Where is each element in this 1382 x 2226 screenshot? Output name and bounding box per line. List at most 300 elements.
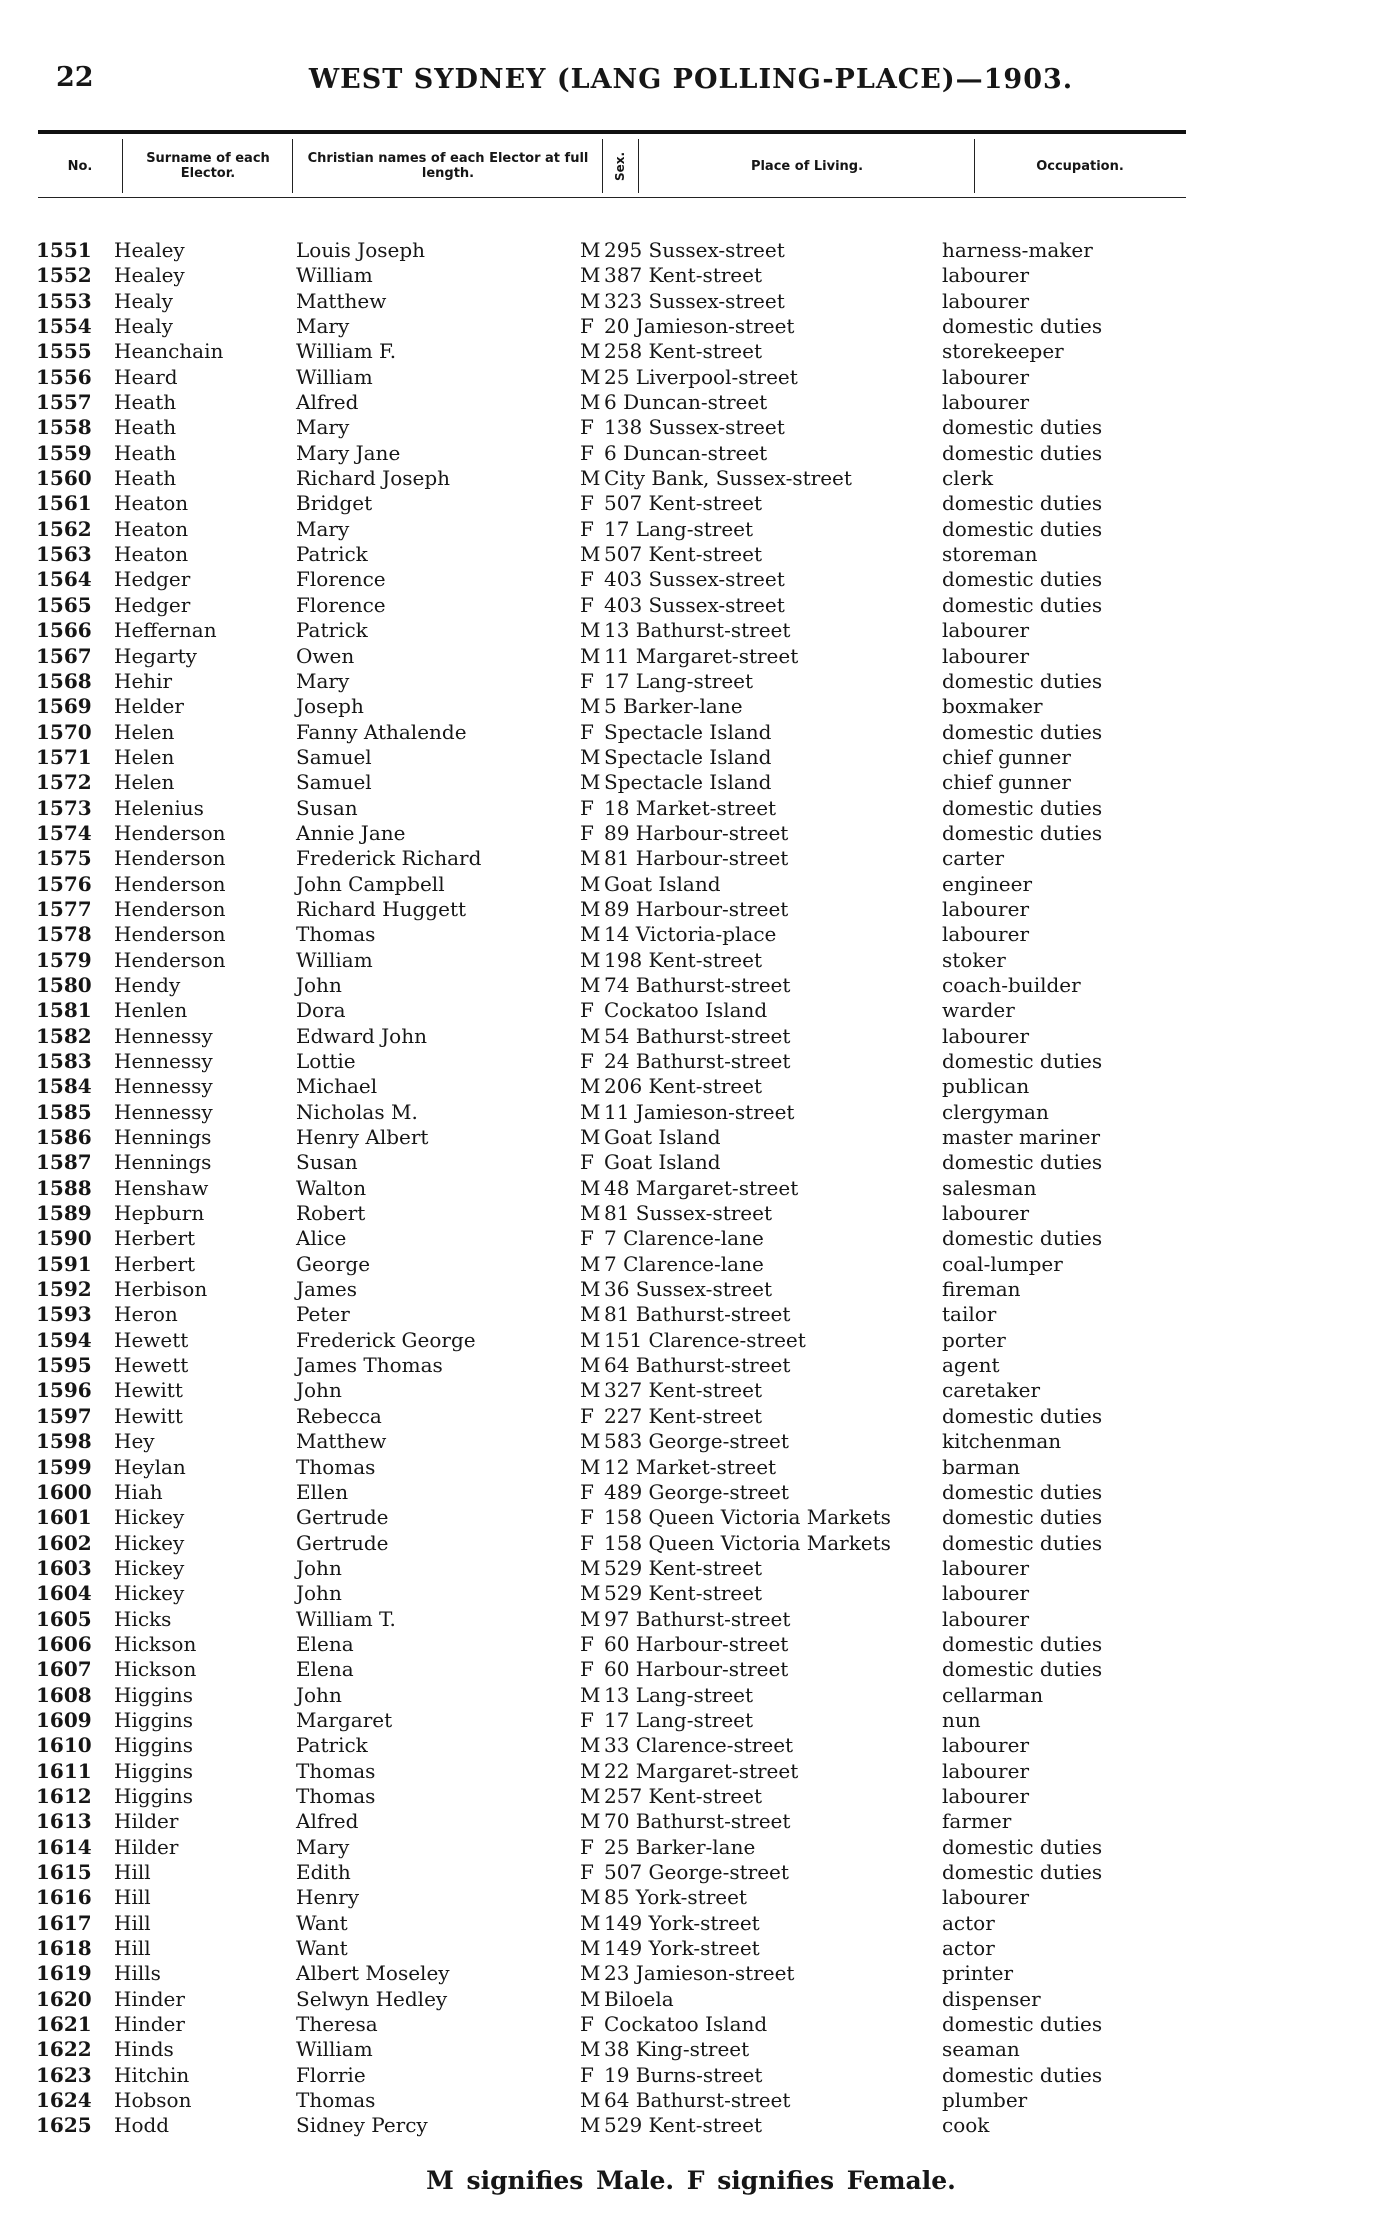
- surname: Healey: [114, 263, 185, 288]
- row-number: 1556: [36, 364, 92, 389]
- sex: M: [580, 263, 601, 288]
- place-of-living: 489 George-street: [604, 1479, 789, 1504]
- place-of-living: 403 Sussex-street: [604, 567, 785, 592]
- row-number: 1569: [36, 694, 92, 719]
- christian-names: Frederick Richard: [296, 846, 482, 871]
- surname: Hegarty: [114, 643, 197, 668]
- table-row: [0, 669, 1382, 694]
- row-number: 1590: [36, 1226, 92, 1251]
- sex: M: [580, 1682, 601, 1707]
- row-number: 1576: [36, 871, 92, 896]
- surname: Hewett: [114, 1353, 189, 1378]
- table-row: [0, 517, 1382, 542]
- surname: Helen: [114, 719, 175, 744]
- christian-names: George: [296, 1251, 371, 1276]
- row-number: 1615: [36, 1860, 92, 1884]
- occupation: plumber: [942, 2088, 1028, 2113]
- place-of-living: 81 Harbour-street: [604, 846, 789, 871]
- occupation: domestic duties: [942, 314, 1103, 339]
- place-of-living: 81 Sussex-street: [604, 1201, 773, 1226]
- table-row: [0, 1733, 1382, 1758]
- sex: M: [580, 1175, 601, 1200]
- row-number: 1610: [36, 1733, 92, 1758]
- occupation: master mariner: [942, 1125, 1101, 1150]
- occupation: domestic duties: [942, 440, 1103, 465]
- occupation: labourer: [942, 1783, 1030, 1808]
- table-row: [0, 2063, 1382, 2088]
- place-of-living: 14 Victoria-place: [604, 922, 777, 947]
- christian-names: Joseph: [296, 694, 364, 719]
- header-divider: [974, 139, 975, 193]
- sex: M: [580, 1353, 601, 1378]
- occupation: domestic duties: [942, 1049, 1103, 1073]
- sex: M: [580, 466, 601, 491]
- row-number: 1594: [36, 1327, 92, 1352]
- occupation: storeman: [942, 542, 1038, 567]
- christian-names: William: [296, 263, 373, 288]
- occupation: boxmaker: [942, 694, 1043, 719]
- row-number: 1605: [36, 1606, 92, 1631]
- christian-names: Mary: [296, 314, 350, 339]
- sex: M: [580, 1099, 601, 1124]
- christian-names: Thomas: [296, 1758, 376, 1783]
- place-of-living: 85 York-street: [604, 1885, 747, 1910]
- header-divider: [122, 139, 123, 193]
- place-of-living: 11 Margaret-street: [604, 643, 799, 668]
- sex: M: [580, 2088, 601, 2113]
- occupation: farmer: [942, 1809, 1012, 1834]
- occupation: labourer: [942, 618, 1030, 643]
- sex: F: [580, 516, 594, 541]
- occupation: stoker: [942, 947, 1006, 972]
- surname: Hill: [114, 1910, 151, 1935]
- table-row: [0, 770, 1382, 795]
- christian-names: Alfred: [296, 1809, 359, 1834]
- occupation: domestic duties: [942, 1226, 1103, 1251]
- row-number: 1584: [36, 1074, 92, 1099]
- christian-names: Annie Jane: [296, 820, 406, 845]
- surname: Helder: [114, 694, 184, 719]
- place-of-living: 19 Burns-street: [604, 2062, 763, 2087]
- christian-names: William: [296, 364, 373, 389]
- place-of-living: 24 Bathurst-street: [604, 1049, 791, 1073]
- table-row: [0, 1860, 1382, 1885]
- christian-names: Henry Albert: [296, 1125, 429, 1150]
- row-number: 1598: [36, 1429, 92, 1454]
- header-place: Place of Living.: [750, 158, 864, 174]
- table-row: [0, 1885, 1382, 1910]
- place-of-living: 36 Sussex-street: [604, 1277, 773, 1302]
- table-row: [0, 922, 1382, 947]
- occupation: dispenser: [942, 1986, 1041, 2011]
- sex: F: [580, 1505, 594, 1530]
- christian-names: Albert Moseley: [296, 1961, 450, 1986]
- row-number: 1579: [36, 947, 92, 972]
- christian-names: Mary: [296, 516, 350, 541]
- surname: Hitchin: [114, 2062, 190, 2087]
- christian-names: John: [296, 1555, 342, 1580]
- surname: Hendy: [114, 972, 181, 997]
- row-number: 1555: [36, 339, 92, 364]
- occupation: engineer: [942, 871, 1033, 896]
- row-number: 1622: [36, 2037, 92, 2062]
- surname: Henshaw: [114, 1175, 209, 1200]
- occupation: actor: [942, 1910, 995, 1935]
- sex: F: [580, 440, 594, 465]
- place-of-living: 33 Clarence-street: [604, 1733, 794, 1758]
- christian-names: Elena: [296, 1631, 354, 1656]
- christian-names: James Thomas: [296, 1353, 443, 1378]
- table-header: [38, 135, 1186, 198]
- sex: M: [580, 1023, 601, 1048]
- place-of-living: 7 Clarence-lane: [604, 1251, 764, 1276]
- surname: Helen: [114, 744, 175, 769]
- table-row: [0, 390, 1382, 415]
- sex: F: [580, 1860, 594, 1884]
- row-number: 1571: [36, 744, 92, 769]
- table-row: [0, 1404, 1382, 1429]
- surname: Higgins: [114, 1707, 193, 1732]
- sex: M: [580, 1429, 601, 1454]
- sex: M: [580, 1606, 601, 1631]
- christian-names: William: [296, 947, 373, 972]
- row-number: 1600: [36, 1479, 92, 1504]
- occupation: labourer: [942, 288, 1030, 313]
- sex: F: [580, 1707, 594, 1732]
- christian-names: Matthew: [296, 1429, 387, 1454]
- place-of-living: Goat Island: [604, 871, 721, 896]
- table-row: [0, 2037, 1382, 2062]
- sex: M: [580, 1733, 601, 1758]
- christian-names: James: [296, 1277, 358, 1302]
- place-of-living: 22 Margaret-street: [604, 1758, 799, 1783]
- occupation: domestic duties: [942, 1505, 1103, 1530]
- place-of-living: 151 Clarence-street: [604, 1327, 806, 1352]
- row-number: 1614: [36, 1834, 92, 1859]
- place-of-living: 12 Market-street: [604, 1454, 777, 1479]
- place-of-living: 507 George-street: [604, 1860, 789, 1884]
- surname: Hehir: [114, 668, 173, 693]
- surname: Hill: [114, 1860, 151, 1884]
- surname: Henderson: [114, 947, 226, 972]
- place-of-living: 6 Duncan-street: [604, 440, 768, 465]
- place-of-living: 23 Jamieson-street: [604, 1961, 795, 1986]
- sex: F: [580, 1479, 594, 1504]
- table-row: [0, 1378, 1382, 1403]
- surname: Herbert: [114, 1226, 196, 1251]
- sex: F: [580, 415, 594, 440]
- surname: Hewitt: [114, 1403, 183, 1428]
- sex: M: [580, 288, 601, 313]
- sex: F: [580, 820, 594, 845]
- table-row: [0, 1581, 1382, 1606]
- christian-names: Mary: [296, 415, 350, 440]
- occupation: labourer: [942, 1885, 1030, 1910]
- christian-names: Patrick: [296, 618, 368, 643]
- place-of-living: 81 Bathurst-street: [604, 1302, 791, 1327]
- place-of-living: 20 Jamieson-street: [604, 314, 795, 339]
- surname: Heard: [114, 364, 178, 389]
- christian-names: Want: [296, 1936, 348, 1961]
- row-number: 1611: [36, 1758, 92, 1783]
- row-number: 1572: [36, 770, 92, 795]
- surname: Hinder: [114, 1986, 185, 2011]
- occupation: labourer: [942, 922, 1030, 947]
- christian-names: Owen: [296, 643, 355, 668]
- place-of-living: Spectacle Island: [604, 719, 772, 744]
- row-number: 1619: [36, 1961, 92, 1986]
- table-row: [0, 973, 1382, 998]
- table-row: [0, 365, 1382, 390]
- place-of-living: 60 Harbour-street: [604, 1657, 789, 1682]
- surname: Hennings: [114, 1125, 212, 1150]
- header-christian: Christian names of each Elector at full length.: [307, 151, 589, 181]
- row-number: 1607: [36, 1657, 92, 1682]
- table-row: [0, 2088, 1382, 2113]
- sex: F: [580, 592, 594, 617]
- row-number: 1577: [36, 896, 92, 921]
- christian-names: Nicholas M.: [296, 1099, 418, 1124]
- sex: M: [580, 2037, 601, 2062]
- occupation: cellarman: [942, 1682, 1044, 1707]
- table-row: [0, 1125, 1382, 1150]
- table-row: [0, 1936, 1382, 1961]
- occupation: harness-maker: [942, 238, 1093, 262]
- row-number: 1565: [36, 592, 92, 617]
- christian-names: Richard Joseph: [296, 466, 451, 491]
- sex: M: [580, 1074, 601, 1099]
- christian-names: Patrick: [296, 542, 368, 567]
- table-row: [0, 796, 1382, 821]
- surname: Hepburn: [114, 1201, 205, 1226]
- occupation: domestic duties: [942, 719, 1103, 744]
- surname: Higgins: [114, 1758, 193, 1783]
- table-row: [0, 1353, 1382, 1378]
- sex: M: [580, 238, 601, 262]
- sex: F: [580, 1657, 594, 1682]
- christian-names: Thomas: [296, 1454, 376, 1479]
- place-of-living: 48 Margaret-street: [604, 1175, 799, 1200]
- table-row: [0, 1252, 1382, 1277]
- place-of-living: 70 Bathurst-street: [604, 1809, 791, 1834]
- occupation: warder: [942, 998, 1015, 1023]
- christian-names: Selwyn Hedley: [296, 1986, 448, 2011]
- place-of-living: Cockatoo Island: [604, 2012, 768, 2037]
- table-row: [0, 1176, 1382, 1201]
- sex: F: [580, 1403, 594, 1428]
- occupation: domestic duties: [942, 820, 1103, 845]
- table-row: [0, 1632, 1382, 1657]
- surname: Hedger: [114, 592, 191, 617]
- place-of-living: 17 Lang-street: [604, 516, 754, 541]
- sex: M: [580, 1961, 601, 1986]
- christian-names: Louis Joseph: [296, 238, 426, 262]
- table-row: [0, 314, 1382, 339]
- table-row: [0, 415, 1382, 440]
- row-number: 1603: [36, 1555, 92, 1580]
- place-of-living: 25 Liverpool-street: [604, 364, 798, 389]
- place-of-living: 54 Bathurst-street: [604, 1023, 791, 1048]
- row-number: 1596: [36, 1378, 92, 1403]
- row-number: 1589: [36, 1201, 92, 1226]
- place-of-living: 258 Kent-street: [604, 339, 763, 364]
- place-of-living: 403 Sussex-street: [604, 592, 785, 617]
- table-row: [0, 1708, 1382, 1733]
- row-number: 1586: [36, 1125, 92, 1150]
- row-number: 1573: [36, 795, 92, 820]
- table-row: [0, 644, 1382, 669]
- surname: Henderson: [114, 871, 226, 896]
- sex: M: [580, 846, 601, 871]
- page-number: 22: [56, 62, 94, 93]
- occupation: labourer: [942, 390, 1030, 415]
- row-number: 1620: [36, 1986, 92, 2011]
- sex: M: [580, 1986, 601, 2011]
- surname: Hennessy: [114, 1074, 213, 1099]
- row-number: 1623: [36, 2062, 92, 2087]
- surname: Heath: [114, 415, 177, 440]
- place-of-living: 60 Harbour-street: [604, 1631, 789, 1656]
- table-row: [0, 1150, 1382, 1175]
- occupation: domestic duties: [942, 2062, 1103, 2087]
- christian-names: Elena: [296, 1657, 354, 1682]
- sex: F: [580, 668, 594, 693]
- christian-names: Rebecca: [296, 1403, 382, 1428]
- row-number: 1583: [36, 1049, 92, 1073]
- occupation: kitchenman: [942, 1429, 1062, 1454]
- place-of-living: Spectacle Island: [604, 770, 772, 795]
- table-row: [0, 1480, 1382, 1505]
- christian-names: Robert: [296, 1201, 366, 1226]
- row-number: 1587: [36, 1150, 92, 1175]
- place-of-living: 583 George-street: [604, 1429, 789, 1454]
- table-row: [0, 1759, 1382, 1784]
- table-row: [0, 466, 1382, 491]
- row-number: 1559: [36, 440, 92, 465]
- table-row: [0, 1201, 1382, 1226]
- sex: F: [580, 1631, 594, 1656]
- table-row: [0, 1277, 1382, 1302]
- christian-names: John Campbell: [296, 871, 445, 896]
- sex: M: [580, 1910, 601, 1935]
- row-number: 1557: [36, 390, 92, 415]
- surname: Hennessy: [114, 1023, 213, 1048]
- row-number: 1592: [36, 1277, 92, 1302]
- surname: Hickey: [114, 1555, 185, 1580]
- surname: Hickey: [114, 1581, 185, 1606]
- occupation: domestic duties: [942, 1631, 1103, 1656]
- occupation: labourer: [942, 1581, 1030, 1606]
- surname: Helen: [114, 770, 175, 795]
- row-number: 1588: [36, 1175, 92, 1200]
- table-row: [0, 745, 1382, 770]
- sex: M: [580, 694, 601, 719]
- occupation: domestic duties: [942, 1657, 1103, 1682]
- table-row: [0, 567, 1382, 592]
- sex: M: [580, 1277, 601, 1302]
- table-row: [0, 1987, 1382, 2012]
- table-row: [0, 1429, 1382, 1454]
- row-number: 1624: [36, 2088, 92, 2113]
- table-row: [0, 339, 1382, 364]
- surname: Hedger: [114, 567, 191, 592]
- row-number: 1608: [36, 1682, 92, 1707]
- sex: M: [580, 896, 601, 921]
- row-number: 1566: [36, 618, 92, 643]
- surname: Hickey: [114, 1530, 185, 1555]
- christian-names: William T.: [296, 1606, 396, 1631]
- sex: M: [580, 744, 601, 769]
- occupation: domestic duties: [942, 1479, 1103, 1504]
- christian-names: John: [296, 1378, 342, 1403]
- place-of-living: 529 Kent-street: [604, 1581, 763, 1606]
- occupation: labourer: [942, 1758, 1030, 1783]
- table-row: [0, 694, 1382, 719]
- table-row: [0, 1049, 1382, 1074]
- surname: Henlen: [114, 998, 188, 1023]
- occupation: domestic duties: [942, 415, 1103, 440]
- table-row: [0, 846, 1382, 871]
- sex: M: [580, 871, 601, 896]
- christian-names: William F.: [296, 339, 397, 364]
- table-row: [0, 441, 1382, 466]
- surname: Heylan: [114, 1454, 186, 1479]
- occupation: domestic duties: [942, 567, 1103, 592]
- table-row: [0, 593, 1382, 618]
- christian-names: Fanny Athalende: [296, 719, 467, 744]
- sex: F: [580, 719, 594, 744]
- christian-names: Mary: [296, 1834, 350, 1859]
- surname: Hiah: [114, 1479, 163, 1504]
- sex: M: [580, 922, 601, 947]
- christian-names: Frederick George: [296, 1327, 476, 1352]
- christian-names: Samuel: [296, 744, 372, 769]
- row-number: 1599: [36, 1454, 92, 1479]
- place-of-living: 227 Kent-street: [604, 1403, 763, 1428]
- row-number: 1602: [36, 1530, 92, 1555]
- christian-names: Florence: [296, 567, 386, 592]
- row-number: 1604: [36, 1581, 92, 1606]
- sex: M: [580, 1809, 601, 1834]
- sex: M: [580, 1201, 601, 1226]
- christian-names: Want: [296, 1910, 348, 1935]
- occupation: tailor: [942, 1302, 997, 1327]
- row-number: 1582: [36, 1023, 92, 1048]
- surname: Henderson: [114, 820, 226, 845]
- table-row: [0, 1784, 1382, 1809]
- table-row: [0, 491, 1382, 516]
- occupation: porter: [942, 1327, 1006, 1352]
- place-of-living: 198 Kent-street: [604, 947, 763, 972]
- christian-names: William: [296, 2037, 373, 2062]
- occupation: agent: [942, 1353, 1000, 1378]
- sex: M: [580, 1783, 601, 1808]
- place-of-living: 97 Bathurst-street: [604, 1606, 791, 1631]
- surname: Hickson: [114, 1631, 197, 1656]
- surname: Hicks: [114, 1606, 172, 1631]
- surname: Hinds: [114, 2037, 174, 2062]
- christian-names: Susan: [296, 1150, 358, 1175]
- occupation: nun: [942, 1707, 981, 1732]
- christian-names: Edith: [296, 1860, 351, 1884]
- surname: Hobson: [114, 2088, 192, 2113]
- sex: F: [580, 1834, 594, 1859]
- table-row: [0, 1683, 1382, 1708]
- occupation: domestic duties: [942, 1403, 1103, 1428]
- header-sex-label: Sex.: [613, 151, 628, 181]
- christian-names: Henry: [296, 1885, 360, 1910]
- surname: Heath: [114, 466, 177, 491]
